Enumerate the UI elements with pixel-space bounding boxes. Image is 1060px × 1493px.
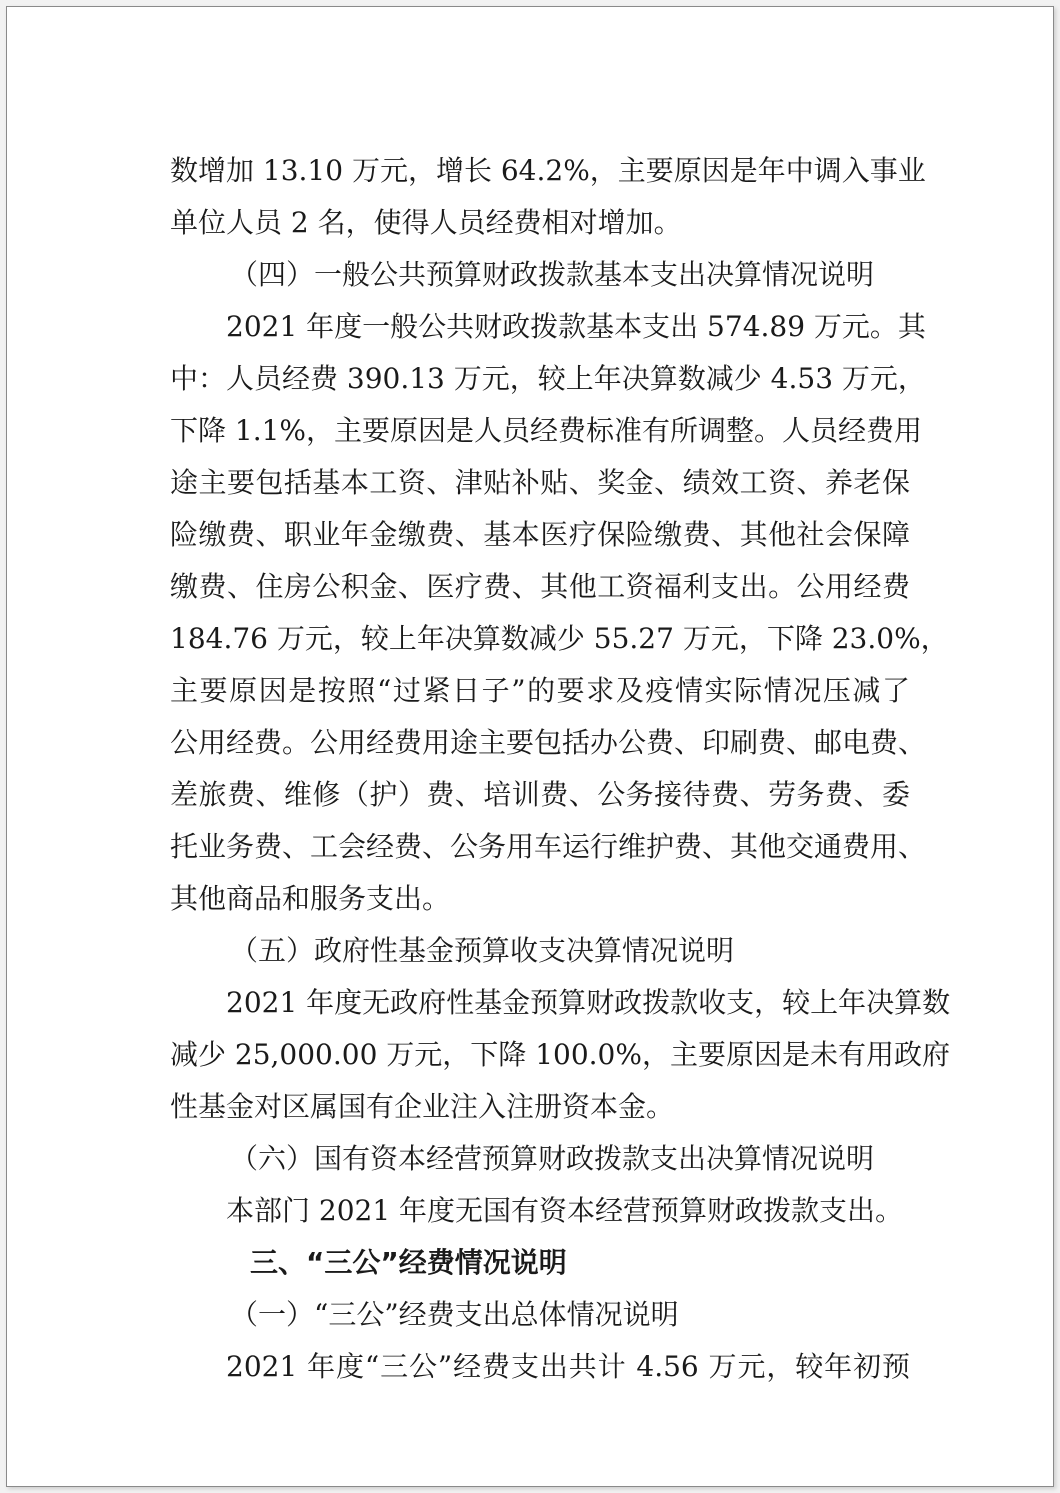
paragraph-line: 险缴费、职业年金缴费、基本医疗保险缴费、其他社会保障 [170,518,910,551]
section-heading-5: （五）政府性基金预算收支决算情况说明 [230,934,735,967]
paragraph-line: 差旅费、维修（护）费、培训费、公务接待费、劳务费、委 [170,778,910,811]
section-heading-1: （一）“三公”经费支出总体情况说明 [230,1298,679,1331]
paragraph-line: 其他商品和服务支出。 [170,882,451,915]
paragraph-line: 缴费、住房公积金、医疗费、其他工资福利支出。公用经费 [170,570,910,603]
chapter-heading-3: 三、“三公”经费情况说明 [250,1246,567,1279]
paragraph-line: 2021 年度无政府性基金预算财政拨款收支，较上年决算数 [226,986,951,1019]
paragraph-line: 中：人员经费 390.13 万元，较上年决算数减少 4.53 万元， [170,362,926,395]
paragraph-line: 主要原因是按照“过紧日子”的要求及疫情实际情况压减了 [170,674,910,707]
section-heading-6: （六）国有资本经营预算财政拨款支出决算情况说明 [230,1142,875,1175]
paragraph-line: 2021 年度“三公”经费支出共计 4.56 万元，较年初预 [226,1350,910,1383]
paragraph-line: 性基金对区属国有企业注入注册资本金。 [170,1090,675,1123]
paragraph-line: 单位人员 2 名，使得人员经费相对增加。 [170,206,682,239]
paragraph-line: 托业务费、工会经费、公务用车运行维护费、其他交通费用、 [170,830,927,863]
section-heading-4: （四）一般公共预算财政拨款基本支出决算情况说明 [230,258,875,291]
paragraph-line: 184.76 万元，较上年决算数减少 55.27 万元，下降 23.0%， [170,622,949,655]
document-page [6,6,1054,1487]
body-text [170,145,951,1393]
paragraph-line: 公用经费。公用经费用途主要包括办公费、印刷费、邮电费、 [170,726,927,759]
paragraph-line: 本部门 2021 年度无国有资本经营预算财政拨款支出。 [226,1194,904,1227]
paragraph-line: 2021 年度一般公共财政拨款基本支出 574.89 万元。其 [226,310,926,343]
paragraph-line: 数增加 13.10 万元，增长 64.2%，主要原因是年中调入事业 [170,154,926,187]
paragraph-line: 下降 1.1%，主要原因是人员经费标准有所调整。人员经费用 [170,414,923,447]
paragraph-line: 减少 25,000.00 万元，下降 100.0%，主要原因是未有用政府 [170,1038,950,1071]
paragraph-line: 途主要包括基本工资、津贴补贴、奖金、绩效工资、养老保 [170,466,910,499]
